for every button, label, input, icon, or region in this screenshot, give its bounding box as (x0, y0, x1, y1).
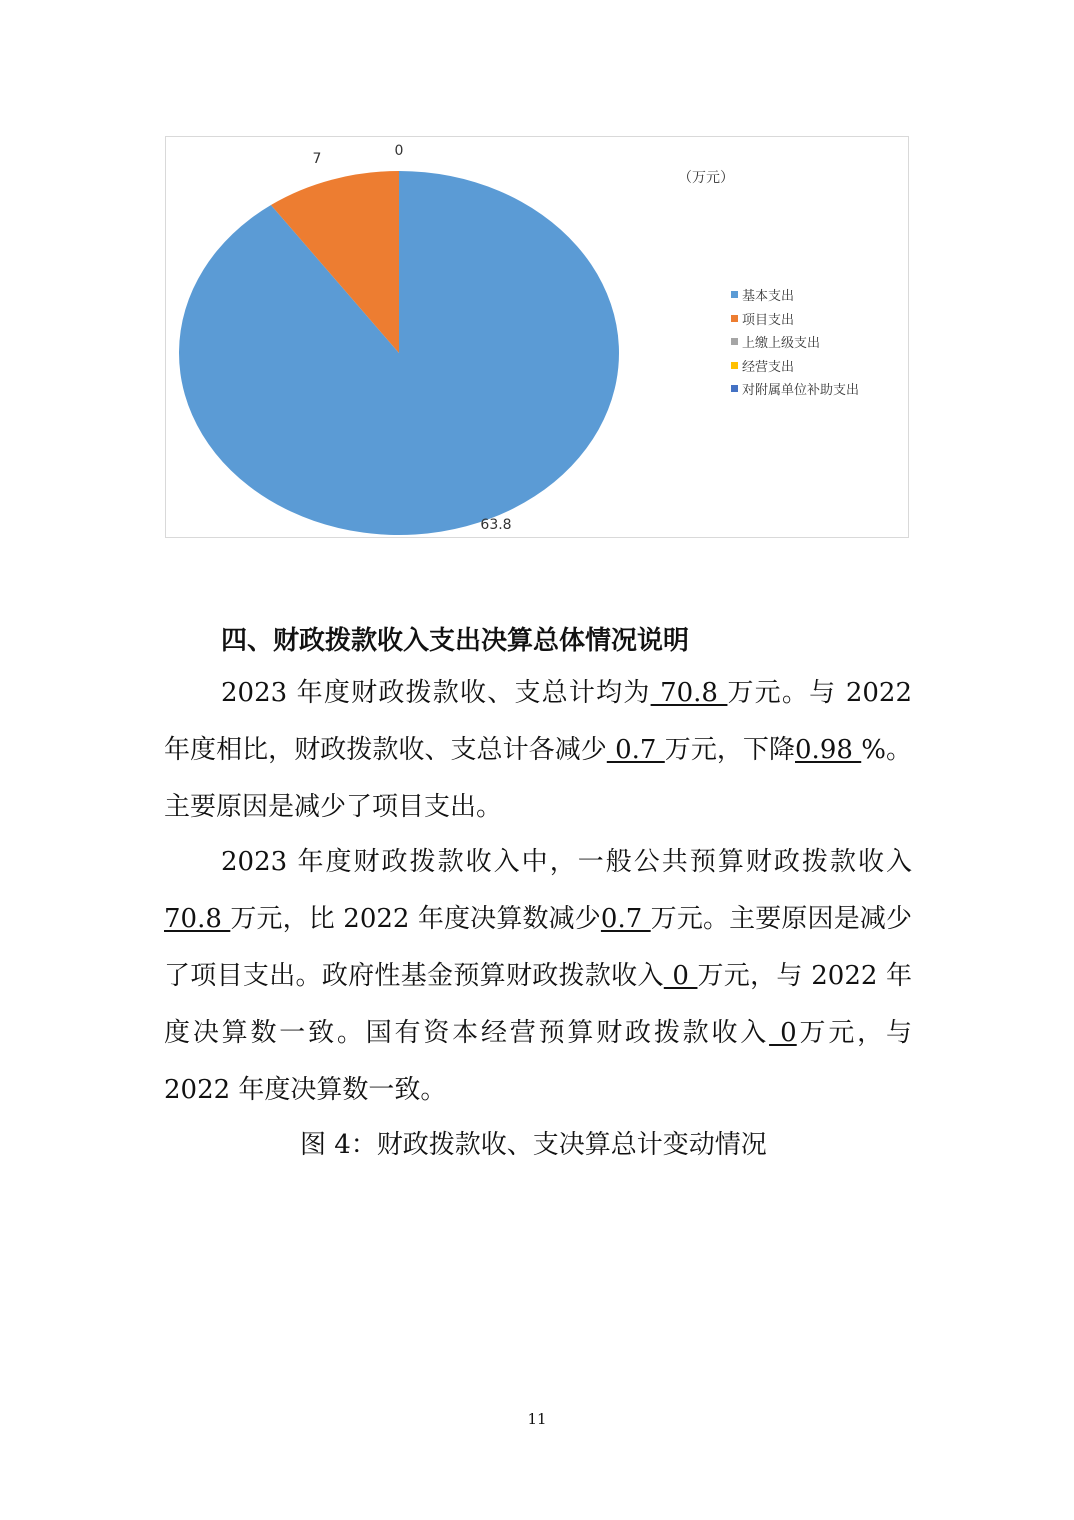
para1-decrease-value: 0.7 (606, 735, 665, 765)
pie-data-label: 0 (394, 143, 404, 159)
legend-item (731, 330, 859, 354)
para2-text-2: 万元，比 2022 年度决算数减少 (230, 904, 601, 934)
para2-text-4: 万元，与 2022 年度决算数一致。国有资本经营预算财政拨款收入 (164, 961, 912, 1048)
para2-capital-budget-value: 0 (769, 1018, 797, 1048)
page-number: 11 (527, 1410, 547, 1428)
chart-legend (731, 283, 859, 401)
para1-text-2: 万元。与 2022 年度相比，财政拨款收、支总计各减少 (164, 678, 913, 765)
para1-text-3: 万元，下降 (664, 735, 796, 765)
legend-label: 经营支出 (742, 359, 795, 375)
para2-general-budget-value: 70.8 (164, 904, 231, 934)
para2-fund-budget-value: 0 (663, 961, 698, 991)
para1-percent-value: 0.98 (795, 735, 862, 765)
legend-swatch (731, 291, 738, 298)
figure-caption: 图 4：财政拨款收、支决算总计变动情况 (300, 1130, 767, 1160)
legend-label: 上缴上级支出 (742, 336, 821, 352)
para2-text-5: 万元，与 2022 年度决算数一致。 (164, 1018, 912, 1105)
legend-label: 基本支出 (742, 289, 795, 305)
para1-total-value: 70.8 (650, 678, 728, 708)
expenditure-pie-chart (165, 136, 909, 538)
pie-data-label: 63.8 (480, 517, 512, 533)
pie-data-label: 7 (312, 151, 322, 167)
para1-text-1: 2023 年度财政拨款收、支总计均为 (221, 678, 651, 708)
para2-text-3: 万元。主要原因是减少了项目支出。政府性基金预算财政拨款收入 (164, 904, 912, 991)
legend-swatch (731, 315, 738, 322)
chart-unit-label: （万元） (678, 170, 734, 186)
legend-item (731, 377, 859, 401)
para1-text-4: %。主要原因是减少了项目支出。 (164, 735, 912, 822)
section-heading: 四、财政拨款收入支出决算总体情况说明 (221, 626, 690, 656)
legend-swatch (731, 362, 738, 369)
para2-text-1: 2023 年度财政拨款收入中，一般公共预算财政拨款收入 (221, 847, 912, 877)
legend-label: 对附属单位补助支出 (742, 383, 860, 399)
paragraph-total (164, 665, 912, 836)
legend-item (731, 307, 859, 331)
legend-swatch (731, 385, 738, 392)
para2-decrease-value: 0.7 (600, 904, 651, 934)
legend-item (731, 283, 859, 307)
legend-label: 项目支出 (742, 312, 795, 328)
legend-item (731, 354, 859, 378)
paragraph-income (164, 834, 912, 1119)
legend-swatch (731, 338, 738, 345)
